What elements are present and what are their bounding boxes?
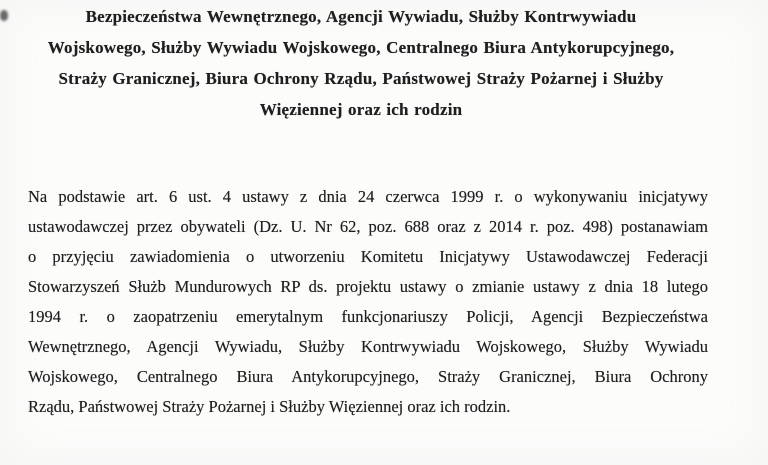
paragraph-line: Na podstawie art. 6 ust. 4 ustawy z dnia 24 czerwca 1999 r. o wykonywaniu inicjatywy <box>28 187 708 206</box>
document-heading <box>0 0 768 125</box>
heading-line: Bezpieczeństwa Wewnętrznego, Agencji Wywiadu, Służby Kontrwywiadu <box>85 7 637 26</box>
paragraph-line: Wojskowego, Centralnego Biura Antykorupcyjnego, Straży Granicznej, Biura Ochrony <box>28 367 708 386</box>
heading-line: Straży Granicznej, Biura Ochrony Rządu, Państwowej Straży Pożarnej i Służby <box>58 69 664 88</box>
paragraph-line: ustawodawczej przez obywateli (Dz. U. Nr 62, poz. 688 oraz z 2014 r. poz. 498) postanawiam <box>28 217 708 236</box>
heading-line: Wojskowego, Służby Wywiadu Wojskowego, Centralnego Biura Antykorupcyjnego, <box>47 38 675 57</box>
paragraph-line: o przyjęciu zawiadomienia o utworzeniu Komitetu Inicjatywy Ustawodawczej Federacji <box>28 247 708 266</box>
paragraph-line: Wewnętrznego, Agencji Wywiadu, Służby Kontrwywiadu Wojskowego, Służby Wywiadu <box>28 337 708 356</box>
scan-artifact-mark <box>0 10 8 21</box>
paragraph-line: Rządu, Państwowej Straży Pożarnej i Służby Więziennej oraz ich rodzin. <box>28 397 511 416</box>
paragraph-line: 1994 r. o zaopatrzeniu emerytalnym funkcjonariuszy Policji, Agencji Bezpieczeństwa <box>28 307 708 326</box>
paragraph-line: Stowarzyszeń Służb Mundurowych RP ds. projektu ustawy o zmianie ustawy z dnia 18 lutego <box>28 277 708 296</box>
heading-line: Więziennej oraz ich rodzin <box>259 100 463 119</box>
document-paragraph <box>0 182 768 422</box>
